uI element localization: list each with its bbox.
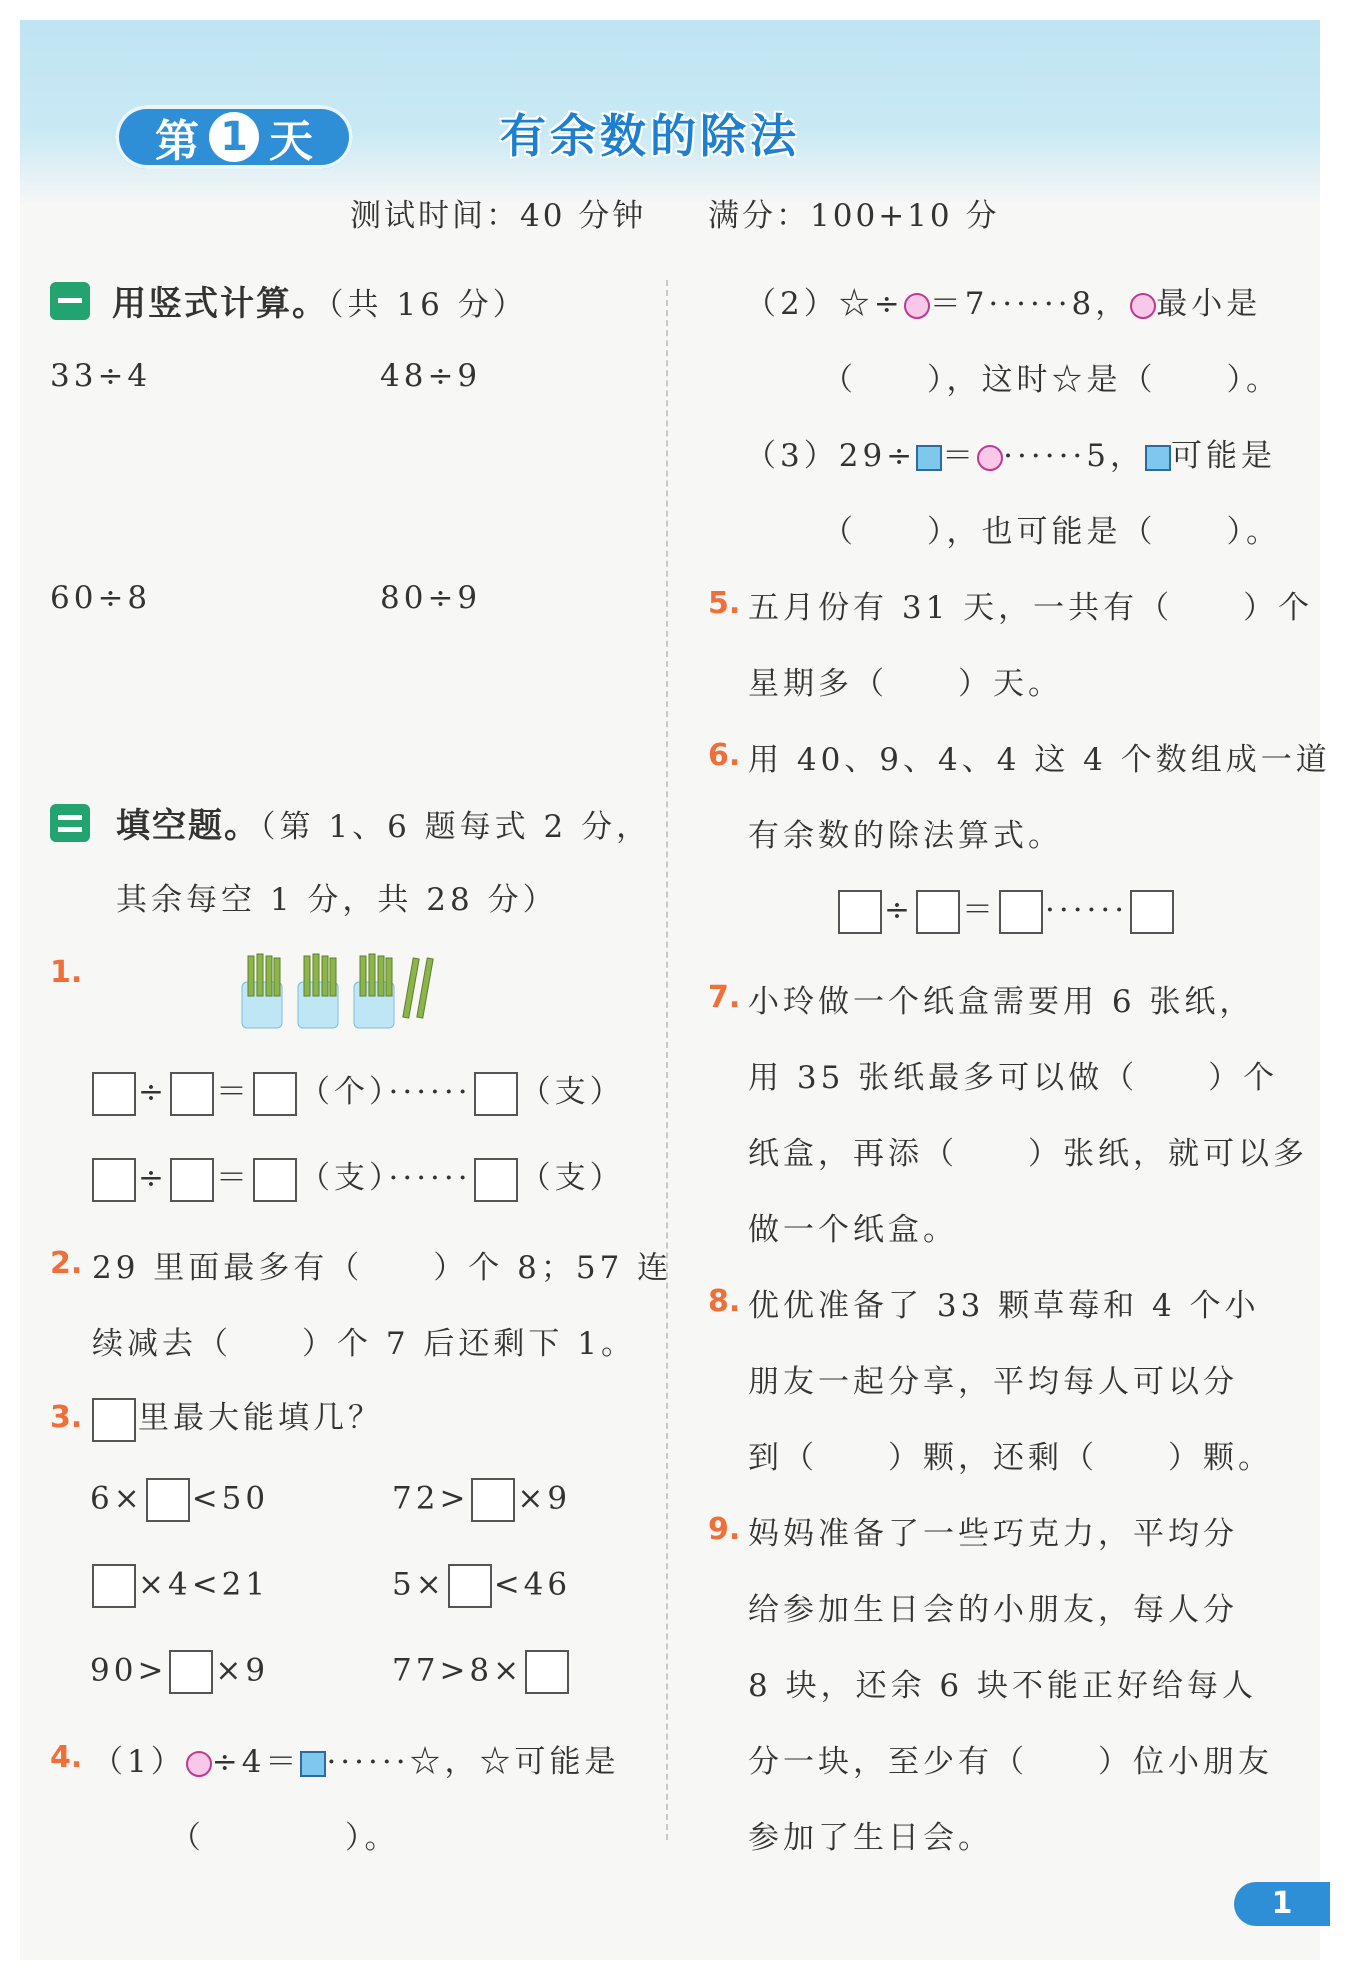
answer-box[interactable] [1130,890,1174,934]
question-number: 9. [708,1512,741,1547]
answer-box[interactable] [169,1650,213,1694]
q3-item: 72> ×9 [392,1478,571,1522]
q1-row1: ÷ ＝ （个）······ （支） [90,1066,625,1116]
square-shape [1145,445,1171,471]
answer-box[interactable] [471,1478,515,1522]
answer-box[interactable] [525,1650,569,1694]
q3-item: 6× <50 [90,1478,269,1522]
page-number: 1 [1234,1882,1330,1926]
section-two-points: （第 1、6 题每式 2 分， [260,809,652,845]
answer-box[interactable] [474,1158,518,1202]
day-prefix: 第 [155,116,199,167]
full-score: 满分：100+10 分 [708,198,1000,234]
question-number: 5. [708,586,741,621]
section-two-points-cont: 其余每空 1 分，共 28 分） [116,882,558,918]
q2-line2: 续减去（ ）个 7 后还剩下 1。 [92,1326,637,1362]
q8-line2: 朋友一起分享，平均每人可以分 [748,1364,1238,1400]
q9-line2: 给参加生日会的小朋友，每人分 [748,1592,1238,1628]
q9-line3: 8 块，还余 6 块不能正好给每人 [748,1668,1258,1704]
calc-problem: 33÷4 [50,358,152,394]
page-title: 有余数的除法 [500,109,800,163]
section-one-icon [50,282,90,320]
q1-row2: ÷ ＝ （支）······ （支） [90,1152,625,1202]
calc-problem: 60÷8 [50,580,152,616]
q9-line5: 参加了生日会。 [748,1820,993,1856]
answer-box[interactable] [916,890,960,934]
q1-unit: （支）······ [298,1160,472,1196]
question-number: 6. [708,738,741,773]
q7-line4: 做一个纸盒。 [748,1212,958,1248]
answer-box[interactable] [999,890,1043,934]
q4-part1-blank: （ ）。 [170,1820,400,1856]
answer-box[interactable] [474,1072,518,1116]
answer-box[interactable] [92,1564,136,1608]
q6-line2: 有余数的除法算式。 [748,818,1063,854]
test-time: 测试时间：40 分钟 [350,198,647,234]
q1-unit: （支） [519,1160,625,1196]
question-number: 7. [708,980,741,1015]
q9-line4: 分一块，至少有（ ）位小朋友 [748,1744,1273,1780]
question-number: 8. [708,1284,741,1319]
q6-line1: 用 40、9、4、4 这 4 个数组成一道 [748,742,1331,778]
q5-line2: 星期多（ ）天。 [748,666,1063,702]
section-two-title: 填空题。 [116,806,260,846]
section-two-icon [50,804,90,842]
answer-box[interactable] [170,1072,214,1116]
answer-box[interactable] [838,890,882,934]
q4-part1: （1） ÷4＝ ······☆，☆可能是 [92,1744,620,1780]
q3-item: 77>8× [392,1650,571,1694]
square-shape [300,1751,326,1777]
answer-box[interactable] [170,1158,214,1202]
q8-line3: 到（ ）颗，还剩（ ）颗。 [748,1440,1273,1476]
answer-box[interactable] [253,1072,297,1116]
test-meta [350,190,999,235]
answer-box[interactable] [146,1478,190,1522]
q5-line1: 五月份有 31 天，一共有（ ）个 [748,590,1314,626]
section-one-heading [112,276,528,325]
calc-problem: 48÷9 [380,358,482,394]
q9-line1: 妈妈准备了一些巧克力，平均分 [748,1516,1238,1552]
pencil-cups-illustration [240,952,450,1032]
calc-problem: 80÷9 [380,580,482,616]
day-badge [115,105,353,169]
q3-item: 5× <46 [392,1564,571,1608]
question-number: 4. [50,1740,83,1775]
question-number: 2. [50,1246,83,1281]
circle-shape [186,1751,212,1777]
q3-prompt [90,1392,383,1442]
question-number: 3. [50,1400,83,1435]
section-two-heading [116,798,651,847]
q7-line2: 用 35 张纸最多可以做（ ）个 [748,1060,1279,1096]
q4-part3: （3）29÷ ＝ ······5， 可能是 [745,438,1277,474]
q7-line1: 小玲做一个纸盒需要用 6 张纸， [748,984,1255,1020]
answer-box[interactable] [92,1072,136,1116]
q4-part3-blank: （ ），也可能是（ ）。 [822,514,1281,550]
q3-prompt-text: 里最大能填几？ [138,1400,383,1436]
circle-shape [904,293,930,319]
q3-item: 90> ×9 [90,1650,269,1694]
question-number: 1. [50,955,83,990]
q3-item: ×4<21 [90,1564,269,1608]
q4-part2-blank: （ ），这时☆是（ ）。 [822,362,1281,398]
circle-shape [977,445,1003,471]
square-shape [916,445,942,471]
circle-shape [1130,293,1156,319]
answer-box[interactable] [92,1158,136,1202]
section-one-points: （共 16 分） [328,287,528,323]
q1-unit: （支） [519,1074,625,1110]
day-suffix: 天 [269,116,313,167]
q1-unit: （个）······ [298,1074,472,1110]
answer-box[interactable] [253,1158,297,1202]
section-one-title: 用竖式计算。 [112,284,328,324]
q6-equation: ÷ ＝ ······ [836,884,1176,934]
answer-box[interactable] [448,1564,492,1608]
answer-box [92,1398,136,1442]
q2-line1: 29 里面最多有（ ）个 8；57 连 [92,1250,673,1286]
q8-line1: 优优准备了 33 颗草莓和 4 个小 [748,1288,1260,1324]
q4-part2: （2）☆÷ ＝7······8， 最小是 [745,286,1262,322]
q7-line3: 纸盒，再添（ ）张纸，就可以多 [748,1136,1308,1172]
day-number: 1 [209,112,259,162]
column-divider [666,280,668,1840]
